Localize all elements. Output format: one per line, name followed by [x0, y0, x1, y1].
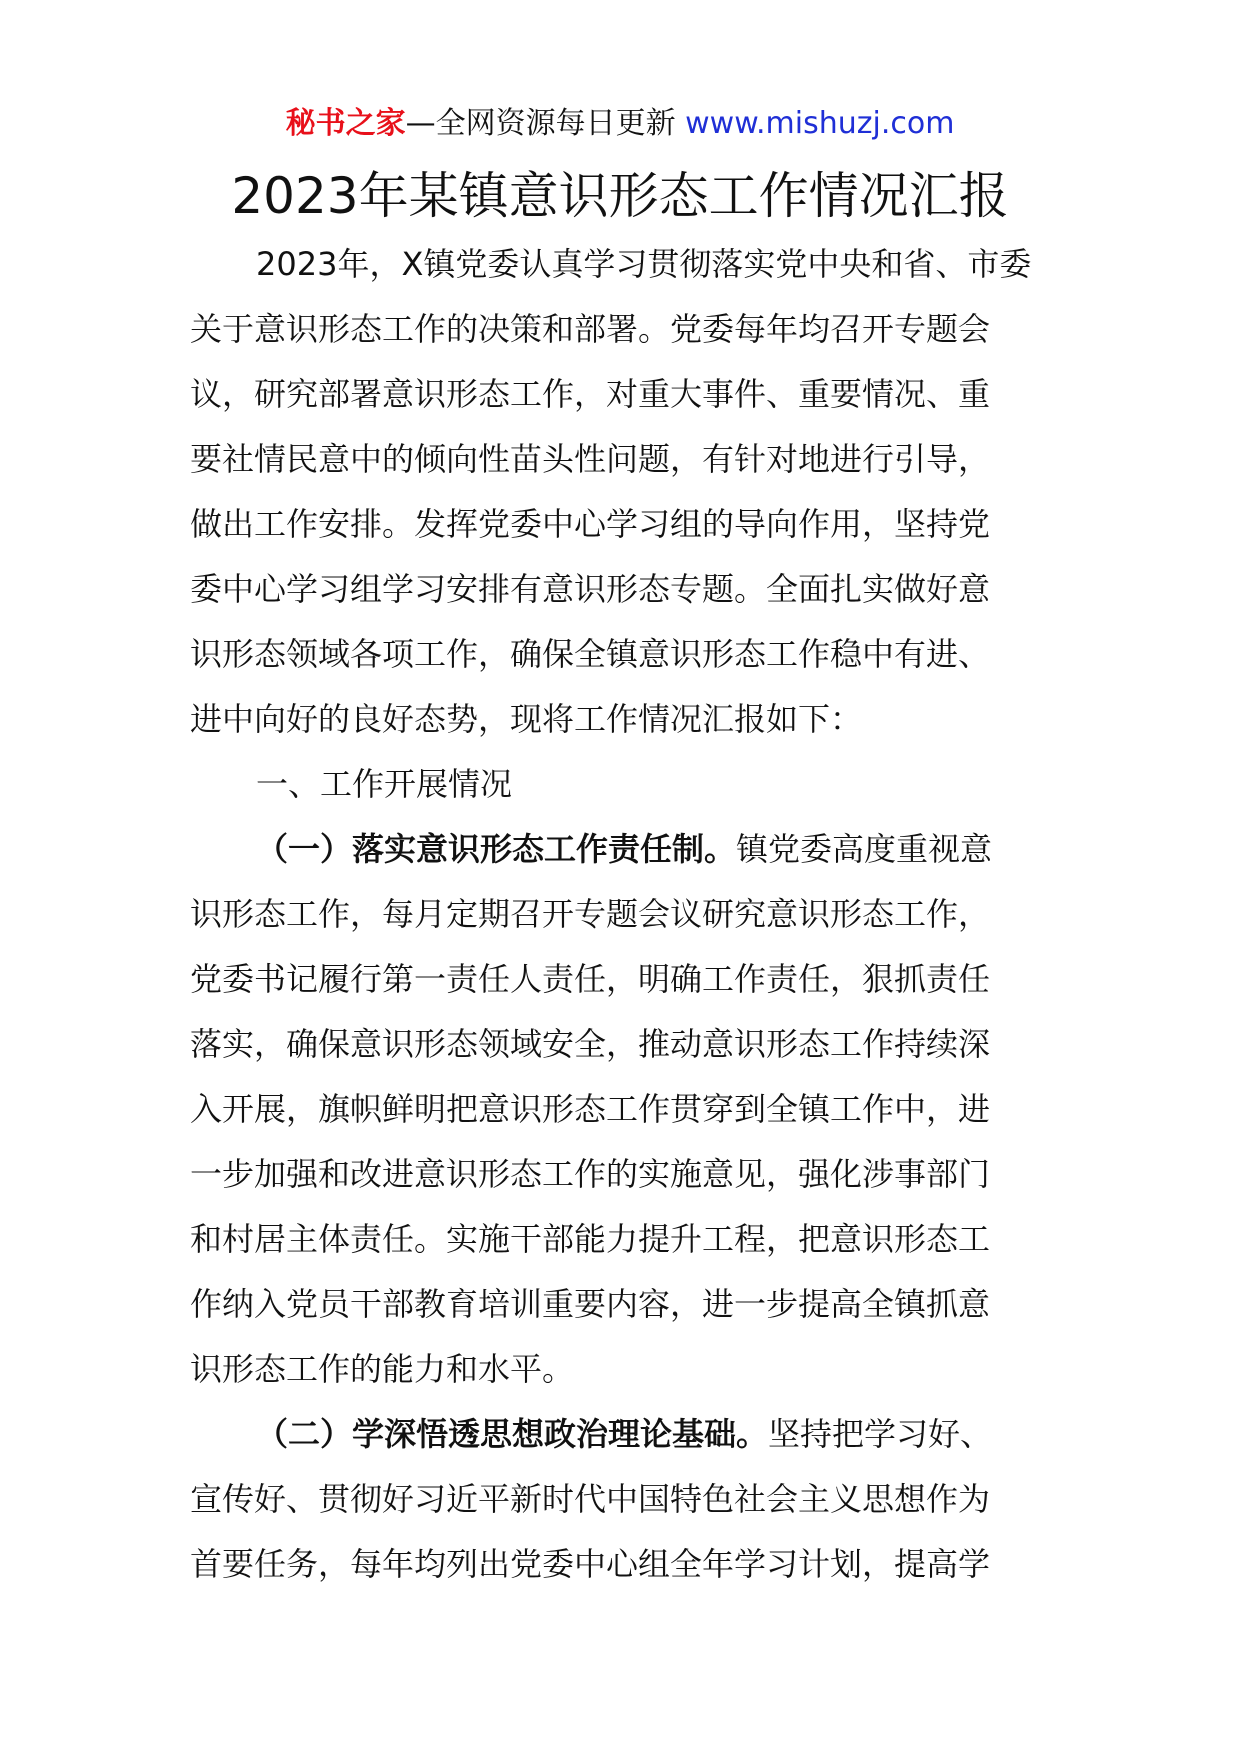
site-url: www.mishuzj.com	[685, 106, 955, 141]
paragraph-line: 识形态工作的能力和水平。	[190, 1350, 575, 1388]
subsection-2-first-line	[190, 1402, 1070, 1467]
site-header	[0, 100, 1240, 148]
paragraph-line: 做出工作安排。发挥党委中心学习组的导向作用，坚持党	[190, 505, 991, 543]
paragraph-line: 要社情民意中的倾向性苗头性问题，有针对地进行引导，	[190, 440, 991, 478]
document-title: 2023年某镇意识形态工作情况汇报	[231, 167, 1009, 225]
subsection-1-heading: （一）落实意识形态工作责任制。	[256, 830, 737, 868]
paragraph-line: 党委书记履行第一责任人责任，明确工作责任，狠抓责任	[190, 960, 991, 998]
paragraph-line: 和村居主体责任。实施干部能力提升工程，把意识形态工	[190, 1220, 991, 1258]
paragraph-line: 委中心学习组学习安排有意识形态专题。全面扎实做好意	[190, 570, 991, 608]
brand-name: 秘书之家	[285, 106, 406, 141]
document-body	[190, 232, 1070, 1597]
paragraph-line: 关于意识形态工作的决策和部署。党委每年均召开专题会	[190, 310, 991, 348]
subsection-1-text: 镇党委高度重视意	[736, 830, 993, 868]
paragraph-line: 识形态领域各项工作，确保全镇意识形态工作稳中有进、	[190, 635, 991, 673]
subsection-1-first-line	[190, 817, 1070, 882]
paragraph-line: 进中向好的良好态势，现将工作情况汇报如下：	[190, 700, 863, 738]
subsection-2-text: 坚持把学习好、	[768, 1415, 993, 1453]
paragraph-line: 识形态工作，每月定期召开专题会议研究意识形态工作，	[190, 895, 991, 933]
section-heading: 一、工作开展情况	[256, 765, 513, 803]
site-slogan: —全网资源每日更新	[405, 106, 686, 141]
paragraph-line: 一步加强和改进意识形态工作的实施意见，强化涉事部门	[190, 1155, 991, 1193]
paragraph-line: 首要任务，每年均列出党委中心组全年学习计划，提高学	[190, 1545, 991, 1583]
paragraph-line: 2023年，X镇党委认真学习贯彻落实党中央和省、市委	[256, 245, 1032, 283]
paragraph-line: 落实，确保意识形态领域安全，推动意识形态工作持续深	[190, 1025, 991, 1063]
subsection-2-heading: （二）学深悟透思想政治理论基础。	[256, 1415, 769, 1453]
paragraph-line: 宣传好、贯彻好习近平新时代中国特色社会主义思想作为	[190, 1480, 991, 1518]
paragraph-line: 作纳入党员干部教育培训重要内容，进一步提高全镇抓意	[190, 1285, 991, 1323]
paragraph-line: 入开展，旗帜鲜明把意识形态工作贯穿到全镇工作中，进	[190, 1090, 991, 1128]
paragraph-line: 议，研究部署意识形态工作，对重大事件、重要情况、重	[190, 375, 991, 413]
